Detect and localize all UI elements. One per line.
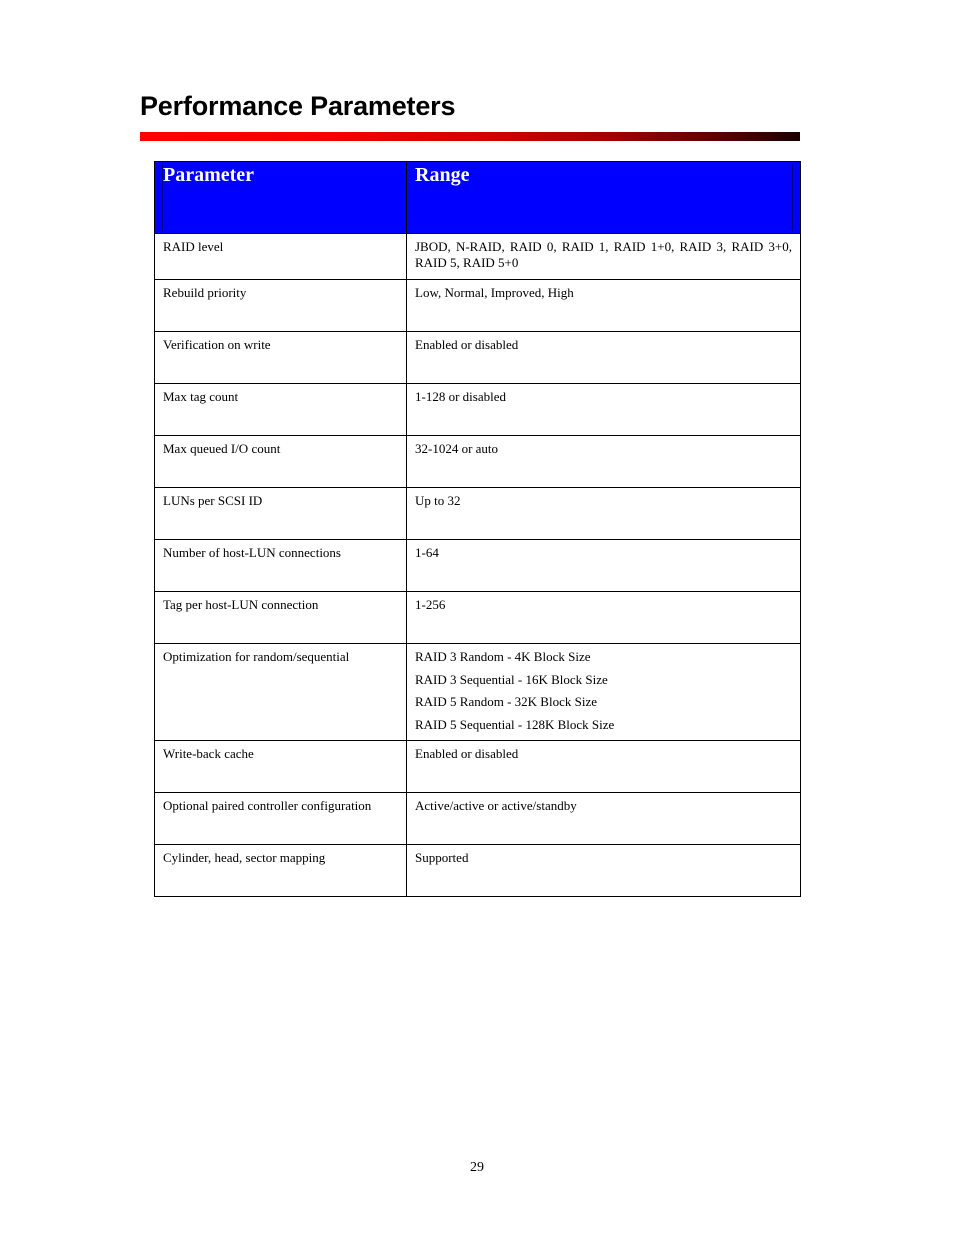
header-parameter <box>155 162 407 234</box>
range-cell: 32-1024 or auto <box>407 436 801 488</box>
table-row <box>155 280 801 332</box>
header-range-label: Range <box>415 164 470 186</box>
parameter-cell: Max queued I/O count <box>155 436 407 488</box>
range-cell: 1-256 <box>407 592 801 644</box>
parameter-cell: Optimization for random/sequential <box>155 644 407 741</box>
table-row <box>155 793 801 845</box>
table-row <box>155 741 801 793</box>
range-line: RAID 3 Sequential - 16K Block Size <box>415 671 608 687</box>
range-cell: 1-128 or disabled <box>407 384 801 436</box>
table-row <box>155 592 801 644</box>
table-row <box>155 845 801 897</box>
parameter-cell: Tag per host-LUN connection <box>155 592 407 644</box>
table-row <box>155 384 801 436</box>
parameter-cell: Number of host-LUN connections <box>155 540 407 592</box>
range-cell: Enabled or disabled <box>407 332 801 384</box>
range-line: RAID 5 Sequential - 128K Block Size <box>415 716 615 732</box>
table-row <box>155 332 801 384</box>
range-cell: Active/active or active/standby <box>407 793 801 845</box>
range-line: RAID 3 Random - 4K Block Size <box>415 649 591 664</box>
table-row <box>155 234 801 280</box>
range-cell: JBOD, N-RAID, RAID 0, RAID 1, RAID 1+0, RAID 3, RAID 3+0, RAID 5, RAID 5+0 <box>407 234 801 280</box>
range-cell: Enabled or disabled <box>407 741 801 793</box>
header-range <box>407 162 801 234</box>
table-row <box>155 488 801 540</box>
table-row <box>155 644 801 741</box>
parameter-cell: Max tag count <box>155 384 407 436</box>
parameter-cell: RAID level <box>155 234 407 280</box>
parameter-cell: LUNs per SCSI ID <box>155 488 407 540</box>
header-parameter-label: Parameter <box>163 164 255 186</box>
table-row <box>155 436 801 488</box>
range-line: RAID 5 Random - 32K Block Size <box>415 694 597 709</box>
page-title: Performance Parameters <box>140 91 456 121</box>
parameter-cell: Rebuild priority <box>155 280 407 332</box>
page-number: 29 <box>470 1160 484 1175</box>
range-cell: Up to 32 <box>407 488 801 540</box>
table-row <box>155 540 801 592</box>
table-header-row <box>155 162 801 234</box>
parameter-cell: Cylinder, head, sector mapping <box>155 845 407 897</box>
performance-parameters-table <box>154 161 801 897</box>
parameter-cell: Optional paired controller configuration <box>155 793 407 845</box>
range-cell: Low, Normal, Improved, High <box>407 280 801 332</box>
range-cell: Supported <box>407 845 801 897</box>
range-cell <box>407 644 801 741</box>
parameter-cell: Write-back cache <box>155 741 407 793</box>
range-cell: 1-64 <box>407 540 801 592</box>
parameter-cell: Verification on write <box>155 332 407 384</box>
title-divider-rule <box>140 132 800 141</box>
